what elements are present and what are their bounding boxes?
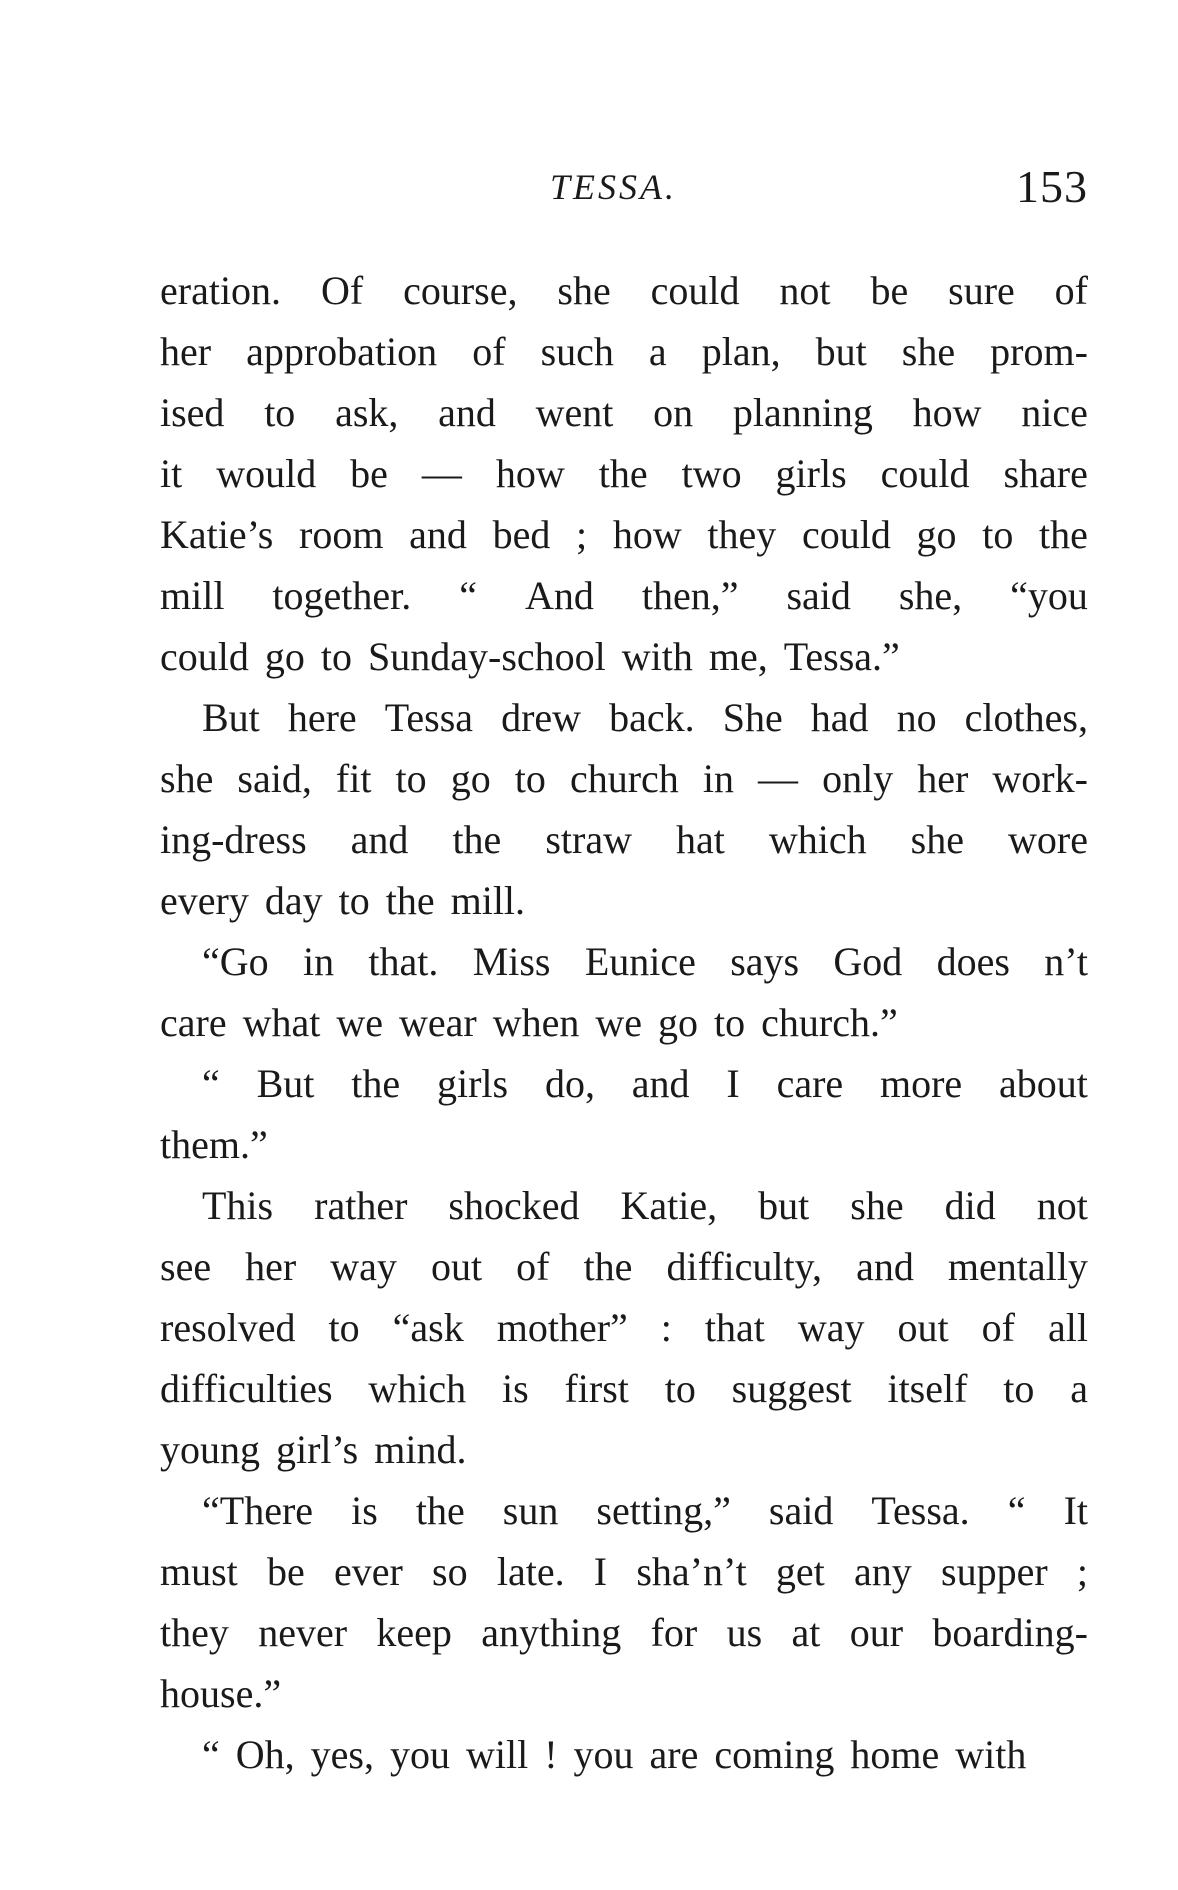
word: that — [704, 1305, 765, 1350]
word: are — [649, 1732, 699, 1777]
word: sha’n’t — [636, 1549, 747, 1594]
word: mother” — [496, 1305, 628, 1350]
word: see — [160, 1244, 212, 1289]
word: the — [415, 1488, 465, 1533]
word: to — [982, 512, 1014, 557]
word: we — [595, 1000, 642, 1045]
word: She — [722, 695, 783, 740]
word: but — [758, 1183, 810, 1228]
word: then,” — [641, 573, 739, 618]
text-line — [160, 1297, 1088, 1358]
word: out — [897, 1305, 949, 1350]
word: does — [936, 939, 1010, 984]
word: girl’s — [276, 1427, 359, 1472]
word: coming — [714, 1732, 835, 1777]
word: and — [856, 1244, 914, 1289]
text-line — [160, 992, 1088, 1053]
word: the — [385, 878, 435, 923]
word: of — [1054, 268, 1088, 313]
word: could — [880, 451, 970, 496]
word: of — [516, 1244, 550, 1289]
word: more — [880, 1061, 963, 1106]
text-line — [160, 626, 1088, 687]
word: God — [833, 939, 903, 984]
word: and — [631, 1061, 690, 1106]
word: she, — [898, 573, 963, 618]
text-line — [160, 1541, 1088, 1602]
word: of — [472, 329, 506, 374]
word: to — [320, 634, 352, 679]
word: so — [432, 1549, 468, 1594]
word: to — [264, 390, 296, 435]
word: drew — [501, 695, 582, 740]
word: Katie’s — [160, 512, 274, 557]
word: you — [389, 1732, 450, 1777]
paragraph — [160, 260, 1088, 687]
word: such — [540, 329, 614, 374]
page-header — [160, 160, 1088, 220]
word: ! — [544, 1732, 558, 1777]
word: And — [524, 573, 594, 618]
word: ; — [1076, 1549, 1088, 1594]
word: n’t — [1044, 939, 1088, 984]
word: care — [160, 1000, 227, 1045]
word: difficulties — [160, 1366, 333, 1411]
word: to — [714, 1000, 746, 1045]
word: do, — [544, 1061, 595, 1106]
word: which — [768, 817, 867, 862]
paragraph — [160, 1480, 1088, 1724]
word: anything — [481, 1610, 622, 1655]
word: is — [501, 1366, 529, 1411]
word: But — [202, 695, 260, 740]
word: not — [1036, 1183, 1088, 1228]
text-line — [160, 1114, 1088, 1175]
word: home — [850, 1732, 940, 1777]
word: ever — [334, 1549, 403, 1594]
word: fit — [335, 756, 372, 801]
word: that. — [368, 939, 439, 984]
word: her — [245, 1244, 297, 1289]
word: no — [896, 695, 937, 740]
word: boarding- — [932, 1610, 1088, 1655]
word: “you — [1010, 573, 1088, 618]
word: she — [901, 329, 956, 374]
text-line — [160, 809, 1088, 870]
word: could — [801, 512, 891, 557]
word: when — [492, 1000, 580, 1045]
text-line — [160, 260, 1088, 321]
word: to — [338, 878, 370, 923]
word: and — [438, 390, 496, 435]
word: to — [1003, 1366, 1035, 1411]
word: — — [421, 451, 462, 496]
word: which — [368, 1366, 467, 1411]
word: to — [664, 1366, 696, 1411]
word: the — [583, 1244, 633, 1289]
word: bed — [492, 512, 551, 557]
text-line — [160, 1053, 1088, 1114]
word: the — [452, 817, 502, 862]
word: they — [160, 1610, 229, 1655]
word: Sunday-school — [368, 634, 606, 679]
word: would — [216, 451, 317, 496]
word: Katie, — [620, 1183, 718, 1228]
word: mill — [160, 573, 225, 618]
word: “ — [202, 1061, 220, 1106]
word: church — [569, 756, 679, 801]
word: said — [786, 573, 851, 618]
word: with — [621, 634, 693, 679]
text-line — [160, 931, 1088, 992]
word: “ — [202, 1732, 220, 1777]
word: late. — [496, 1549, 565, 1594]
word: I — [726, 1061, 740, 1106]
word: Tessa.” — [783, 634, 900, 679]
word: must — [160, 1549, 238, 1594]
word: girls — [436, 1061, 509, 1106]
word: way — [330, 1244, 397, 1289]
paragraph — [160, 1053, 1088, 1175]
paragraph — [160, 1175, 1088, 1480]
word: says — [730, 939, 800, 984]
word: she — [910, 817, 964, 862]
word: be — [350, 451, 388, 496]
word: of — [981, 1305, 1015, 1350]
word: Miss — [472, 939, 551, 984]
word: “ — [1007, 1488, 1026, 1533]
word: room — [299, 512, 384, 557]
word: house.” — [160, 1671, 282, 1716]
word: This — [202, 1183, 274, 1228]
word: out — [430, 1244, 483, 1289]
word: care — [776, 1061, 844, 1106]
word: to — [514, 756, 546, 801]
word: and — [409, 512, 467, 557]
word: here — [287, 695, 357, 740]
word: they — [707, 512, 777, 557]
word: itself — [887, 1366, 968, 1411]
word: two — [681, 451, 742, 496]
word: she — [160, 756, 214, 801]
text-line — [160, 1724, 1088, 1785]
word: suggest — [731, 1366, 852, 1411]
word: never — [258, 1610, 348, 1655]
word: go — [916, 512, 957, 557]
word: did — [944, 1183, 996, 1228]
paragraph — [160, 1724, 1088, 1785]
word: on — [653, 390, 694, 435]
word: go — [658, 1000, 698, 1045]
text-line — [160, 1175, 1088, 1236]
page-number: 153 — [1016, 161, 1088, 212]
word: first — [564, 1366, 629, 1411]
body-text — [160, 260, 1088, 1785]
word: — — [758, 756, 799, 801]
word: planning — [732, 390, 873, 435]
word: mind. — [374, 1427, 467, 1472]
word: had — [810, 695, 869, 740]
text-line — [160, 870, 1088, 931]
word: It — [1063, 1488, 1088, 1533]
word: But — [256, 1061, 315, 1106]
word: it — [160, 451, 183, 496]
text-line — [160, 1358, 1088, 1419]
word: keep — [376, 1610, 452, 1655]
word: get — [775, 1549, 825, 1594]
word: eration. — [160, 268, 282, 313]
word: a — [648, 329, 667, 374]
text-line — [160, 565, 1088, 626]
word: a — [1070, 1366, 1088, 1411]
word: I — [593, 1549, 608, 1594]
paragraph — [160, 687, 1088, 931]
word: go — [264, 634, 305, 679]
word: her — [917, 756, 969, 801]
word: she — [850, 1183, 904, 1228]
running-title: TESSA. — [550, 167, 678, 207]
word: : — [660, 1305, 672, 1350]
word: straw — [545, 817, 632, 862]
word: went — [535, 390, 614, 435]
word: shocked — [448, 1183, 580, 1228]
word: “ask — [392, 1305, 464, 1350]
word: in — [702, 756, 734, 801]
word: at — [791, 1610, 821, 1655]
word: what — [242, 1000, 321, 1045]
text-line — [160, 1663, 1088, 1724]
word: could — [160, 634, 249, 679]
word: “There — [202, 1488, 314, 1533]
word: sure — [948, 268, 1015, 313]
word: share — [1003, 451, 1088, 496]
word: young — [160, 1427, 260, 1472]
text-line — [160, 382, 1088, 443]
word: back. — [609, 695, 695, 740]
word: for — [650, 1610, 698, 1655]
word: difficulty, — [666, 1244, 823, 1289]
word: plan, — [701, 329, 781, 374]
word: be — [267, 1549, 305, 1594]
word: prom- — [990, 329, 1088, 374]
word: any — [854, 1549, 912, 1594]
word: but — [815, 329, 867, 374]
word: resolved — [160, 1305, 296, 1350]
word: mill. — [450, 878, 526, 923]
word: clothes, — [964, 695, 1088, 740]
word: ised — [160, 390, 225, 435]
word: Of — [320, 268, 364, 313]
word: mentally — [947, 1244, 1088, 1289]
word: rather — [314, 1183, 408, 1228]
word: work- — [992, 756, 1088, 801]
word: all — [1047, 1305, 1088, 1350]
word: in — [302, 939, 335, 984]
word: said, — [237, 756, 312, 801]
word: church.” — [761, 1000, 898, 1045]
word: supper — [941, 1549, 1048, 1594]
word: course, — [403, 268, 518, 313]
word: go — [450, 756, 491, 801]
text-line — [160, 1236, 1088, 1297]
word: you — [573, 1732, 634, 1777]
word: way — [797, 1305, 865, 1350]
word: me, — [708, 634, 768, 679]
word: the — [1039, 512, 1088, 557]
word: will — [465, 1732, 529, 1777]
word: how — [912, 390, 982, 435]
word: be — [870, 268, 909, 313]
word: wear — [399, 1000, 477, 1045]
word: setting,” — [596, 1488, 731, 1533]
word: nice — [1021, 390, 1088, 435]
word: “Go — [202, 939, 269, 984]
word: wore — [1008, 817, 1088, 862]
word: Tessa — [384, 695, 474, 740]
word: hat — [675, 817, 725, 862]
word: and — [350, 817, 409, 862]
word: is — [351, 1488, 378, 1533]
word: every — [160, 878, 249, 923]
word: ask, — [335, 390, 399, 435]
word: Tessa. — [871, 1488, 970, 1533]
word: together. — [272, 573, 412, 618]
word: only — [822, 756, 894, 801]
word: her — [160, 329, 212, 374]
word: approbation — [246, 329, 438, 374]
text-line — [160, 1480, 1088, 1541]
word: girls — [775, 451, 847, 496]
word: Oh, — [235, 1732, 295, 1777]
word: the — [598, 451, 648, 496]
word: not — [779, 268, 831, 313]
word: said — [768, 1488, 834, 1533]
word: day — [264, 878, 323, 923]
word: how — [612, 512, 682, 557]
word: to — [328, 1305, 360, 1350]
text-line — [160, 321, 1088, 382]
word: could — [650, 268, 740, 313]
text-line — [160, 748, 1088, 809]
word: the — [351, 1061, 401, 1106]
word: with — [955, 1732, 1027, 1777]
text-line — [160, 687, 1088, 748]
text-line — [160, 443, 1088, 504]
word: ; — [576, 512, 588, 557]
word: yes, — [310, 1732, 374, 1777]
word: she — [557, 268, 611, 313]
text-line — [160, 1602, 1088, 1663]
word: we — [336, 1000, 383, 1045]
word: us — [726, 1610, 763, 1655]
word: sun — [502, 1488, 559, 1533]
paragraph — [160, 931, 1088, 1053]
text-line — [160, 1419, 1088, 1480]
word: about — [999, 1061, 1088, 1106]
word: to — [395, 756, 427, 801]
word: them.” — [160, 1122, 268, 1167]
word: “ — [459, 573, 478, 618]
word: our — [849, 1610, 904, 1655]
word: how — [495, 451, 565, 496]
text-line — [160, 504, 1088, 565]
word: Eunice — [584, 939, 696, 984]
word: ing-dress — [160, 817, 307, 862]
